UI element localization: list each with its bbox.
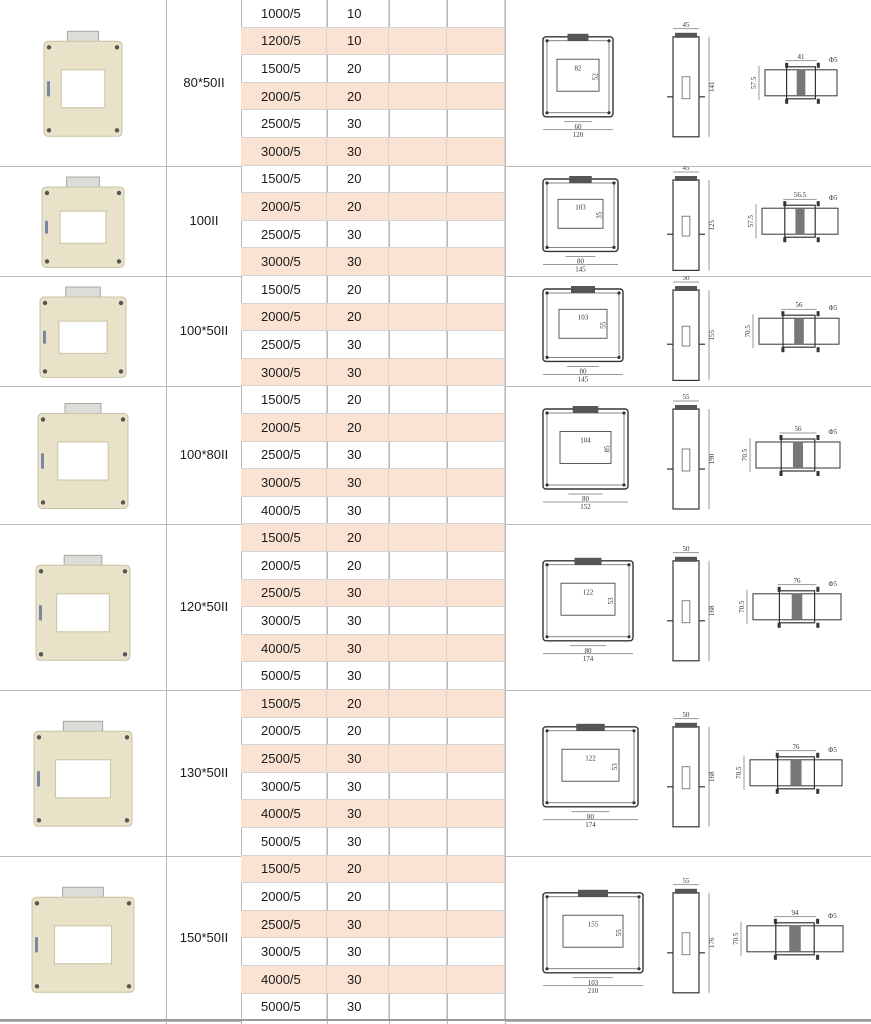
dimension-label: 57.5 xyxy=(750,76,758,89)
empty-cell xyxy=(447,359,505,387)
va-cell: 30 xyxy=(327,580,389,608)
empty-cell xyxy=(389,83,447,111)
va-cell: 20 xyxy=(327,304,389,332)
va-cell: 20 xyxy=(327,883,389,911)
ratio-cell: 5000/5 xyxy=(241,994,327,1022)
va-cell: 20 xyxy=(327,83,389,111)
dimension-label: Φ5 xyxy=(828,745,837,754)
empty-cell xyxy=(389,469,447,497)
dimension-drawings xyxy=(505,276,871,386)
empty-cell xyxy=(389,635,447,663)
column-divider xyxy=(166,0,167,1024)
ratio-cell: 3000/5 xyxy=(241,359,327,387)
va-cell: 30 xyxy=(327,497,389,525)
dimension-label: 85 xyxy=(603,445,612,453)
dimension-label: 52 xyxy=(591,73,600,81)
empty-cell xyxy=(389,911,447,939)
dimension-drawings xyxy=(505,856,871,1022)
group-divider xyxy=(166,276,241,277)
table-row xyxy=(241,635,505,663)
dimension-label: 53 xyxy=(607,597,616,605)
table-row xyxy=(241,883,505,911)
empty-cell xyxy=(389,552,447,580)
product-photo xyxy=(18,386,148,524)
table-row xyxy=(241,994,505,1022)
empty-cell xyxy=(447,276,505,304)
model-label: 100II xyxy=(189,212,219,228)
ratio-cell: 3000/5 xyxy=(241,938,327,966)
empty-cell xyxy=(389,110,447,138)
dimension-label: 60 xyxy=(574,122,582,131)
dimension-label: 50 xyxy=(682,276,690,282)
empty-cell xyxy=(447,248,505,276)
model-label: 150*50II xyxy=(179,930,229,946)
va-cell: 20 xyxy=(327,55,389,83)
table-row xyxy=(241,552,505,580)
ratio-cell: 3000/5 xyxy=(241,469,327,497)
table-row xyxy=(241,55,505,83)
ratio-cell: 3000/5 xyxy=(241,138,327,166)
table-row xyxy=(241,911,505,939)
empty-cell xyxy=(389,55,447,83)
empty-cell xyxy=(447,331,505,359)
ratio-cell: 2500/5 xyxy=(241,110,327,138)
dimension-label: 56 xyxy=(794,425,802,434)
va-cell: 30 xyxy=(327,994,389,1022)
dimension-label: 190 xyxy=(708,454,716,465)
dimension-label: 55 xyxy=(599,321,608,329)
dimension-label: 55 xyxy=(615,928,623,936)
empty-cell xyxy=(447,442,505,470)
va-cell: 20 xyxy=(327,856,389,884)
dimension-label: 80 xyxy=(587,812,594,821)
table-row xyxy=(241,607,505,635)
empty-cell xyxy=(389,524,447,552)
table-row xyxy=(241,248,505,276)
empty-cell xyxy=(389,28,447,56)
empty-cell xyxy=(389,359,447,387)
empty-cell xyxy=(389,883,447,911)
empty-cell xyxy=(447,856,505,884)
empty-cell xyxy=(447,911,505,939)
empty-cell xyxy=(447,497,505,525)
ratio-cell: 3000/5 xyxy=(241,248,327,276)
va-cell: 30 xyxy=(327,221,389,249)
table-row xyxy=(241,442,505,470)
table-row xyxy=(241,828,505,856)
va-cell: 30 xyxy=(327,800,389,828)
ratio-cell: 3000/5 xyxy=(241,773,327,801)
table-row xyxy=(241,856,505,884)
table-row xyxy=(241,276,505,304)
group-divider xyxy=(166,386,241,387)
empty-cell xyxy=(389,828,447,856)
dimension-label: 125 xyxy=(708,219,716,231)
ratio-cell: 5000/5 xyxy=(241,828,327,856)
table-row xyxy=(241,359,505,387)
dimension-drawings xyxy=(505,690,871,856)
va-cell: 10 xyxy=(327,28,389,56)
dimension-label: 76 xyxy=(792,742,800,751)
dimension-label: 55 xyxy=(682,876,690,885)
ratio-cell: 4000/5 xyxy=(241,800,327,828)
va-cell: 30 xyxy=(327,331,389,359)
empty-cell xyxy=(389,166,447,194)
ratio-cell: 2000/5 xyxy=(241,193,327,221)
dimension-drawings xyxy=(505,166,871,276)
empty-cell xyxy=(447,0,505,28)
model-label: 80*50II xyxy=(183,74,225,90)
empty-cell xyxy=(389,938,447,966)
ratio-cell: 2000/5 xyxy=(241,304,327,332)
va-cell: 30 xyxy=(327,966,389,994)
table-row xyxy=(241,28,505,56)
dimension-label: 56.5 xyxy=(793,190,807,199)
dimension-label: 174 xyxy=(585,820,596,829)
ratio-cell: 1500/5 xyxy=(241,690,327,718)
empty-cell xyxy=(389,248,447,276)
table-row xyxy=(241,221,505,249)
table-row xyxy=(241,0,505,28)
empty-cell xyxy=(447,662,505,690)
empty-cell xyxy=(389,304,447,332)
table-row xyxy=(241,718,505,746)
empty-cell xyxy=(389,607,447,635)
ratio-cell: 1500/5 xyxy=(241,856,327,884)
product-photo xyxy=(18,0,148,166)
va-cell: 30 xyxy=(327,607,389,635)
table-row xyxy=(241,414,505,442)
empty-cell xyxy=(389,276,447,304)
dimension-label: Φ5 xyxy=(828,580,837,589)
va-cell: 20 xyxy=(327,276,389,304)
empty-cell xyxy=(389,745,447,773)
dimension-label: 80 xyxy=(584,647,592,656)
table-row xyxy=(241,662,505,690)
dimension-label: 103 xyxy=(587,978,599,987)
va-cell: 20 xyxy=(327,414,389,442)
product-photo xyxy=(18,166,148,276)
empty-cell xyxy=(447,690,505,718)
ratio-cell: 1500/5 xyxy=(241,55,327,83)
table-row xyxy=(241,690,505,718)
dimension-label: 103 xyxy=(577,313,589,322)
dimension-label: 76 xyxy=(793,577,801,586)
va-cell: 30 xyxy=(327,745,389,773)
table-row xyxy=(241,524,505,552)
table-row xyxy=(241,138,505,166)
model-label: 130*50II xyxy=(179,764,229,780)
empty-cell xyxy=(389,193,447,221)
empty-cell xyxy=(447,718,505,746)
empty-cell xyxy=(389,966,447,994)
group-divider xyxy=(166,690,241,691)
va-cell: 30 xyxy=(327,635,389,663)
dimension-label: 70.5 xyxy=(741,449,749,462)
empty-cell xyxy=(389,994,447,1022)
model-label: 120*50II xyxy=(179,599,229,615)
table-row xyxy=(241,938,505,966)
dimension-label: 41 xyxy=(797,52,805,61)
ratio-cell: 1500/5 xyxy=(241,524,327,552)
dimension-label: 45 xyxy=(682,20,690,29)
va-cell: 20 xyxy=(327,193,389,221)
bottom-rule xyxy=(0,1019,871,1021)
va-cell: 10 xyxy=(327,0,389,28)
empty-cell xyxy=(447,745,505,773)
ratio-cell: 2500/5 xyxy=(241,745,327,773)
empty-cell xyxy=(447,221,505,249)
ratio-cell: 2500/5 xyxy=(241,911,327,939)
empty-cell xyxy=(447,414,505,442)
va-cell: 20 xyxy=(327,166,389,194)
empty-cell xyxy=(447,800,505,828)
va-cell: 30 xyxy=(327,938,389,966)
dimension-label: 70.5 xyxy=(735,766,743,779)
table-row xyxy=(241,497,505,525)
empty-cell xyxy=(447,110,505,138)
dimension-label: 145 xyxy=(577,375,589,384)
dimension-label: 57.5 xyxy=(747,214,755,227)
dimension-drawings xyxy=(505,0,871,166)
table-row xyxy=(241,386,505,414)
table-row xyxy=(241,193,505,221)
va-cell: 30 xyxy=(327,773,389,801)
table-row xyxy=(241,580,505,608)
table-row xyxy=(241,800,505,828)
dimension-drawings xyxy=(505,524,871,690)
dimension-label: 103 xyxy=(575,203,586,212)
table-row xyxy=(241,83,505,111)
dimension-label: 141 xyxy=(708,81,716,93)
va-cell: 30 xyxy=(327,110,389,138)
dimension-label: 120 xyxy=(572,130,584,139)
ratio-cell: 4000/5 xyxy=(241,966,327,994)
ratio-cell: 1500/5 xyxy=(241,276,327,304)
dimension-label: 80 xyxy=(582,495,589,504)
va-cell: 30 xyxy=(327,911,389,939)
va-cell: 20 xyxy=(327,524,389,552)
dimension-label: 80 xyxy=(577,256,584,265)
empty-cell xyxy=(389,221,447,249)
dimension-label: 210 xyxy=(587,986,599,995)
empty-cell xyxy=(447,83,505,111)
ratio-cell: 2000/5 xyxy=(241,552,327,580)
empty-cell xyxy=(447,966,505,994)
empty-cell xyxy=(389,442,447,470)
ratio-cell: 3000/5 xyxy=(241,607,327,635)
ratio-cell: 1500/5 xyxy=(241,166,327,194)
empty-cell xyxy=(447,193,505,221)
dimension-label: 176 xyxy=(708,937,716,948)
empty-cell xyxy=(447,304,505,332)
group-divider xyxy=(166,524,241,525)
empty-cell xyxy=(447,883,505,911)
empty-cell xyxy=(447,580,505,608)
product-photo xyxy=(18,856,148,1022)
table-row xyxy=(241,110,505,138)
ratio-cell: 1500/5 xyxy=(241,386,327,414)
empty-cell xyxy=(389,331,447,359)
empty-cell xyxy=(389,0,447,28)
ratio-cell: 2500/5 xyxy=(241,442,327,470)
ratio-cell: 5000/5 xyxy=(241,662,327,690)
dimension-label: 70.5 xyxy=(744,325,752,338)
group-divider xyxy=(166,166,241,167)
dimension-label: 168 xyxy=(708,771,716,783)
table-row xyxy=(241,745,505,773)
va-cell: 20 xyxy=(327,690,389,718)
dimension-label: 70.5 xyxy=(738,601,746,614)
dimension-label: 145 xyxy=(575,264,586,273)
empty-cell xyxy=(447,55,505,83)
ratio-cell: 2000/5 xyxy=(241,414,327,442)
dimension-label: 53 xyxy=(611,763,620,771)
empty-cell xyxy=(447,773,505,801)
empty-cell xyxy=(447,469,505,497)
empty-cell xyxy=(389,773,447,801)
empty-cell xyxy=(447,386,505,414)
dimension-label: Φ5 xyxy=(828,55,838,64)
group-divider xyxy=(166,856,241,857)
empty-cell xyxy=(389,580,447,608)
table-row xyxy=(241,304,505,332)
product-photo xyxy=(18,690,148,856)
empty-cell xyxy=(447,524,505,552)
dimension-label: 45 xyxy=(682,165,690,172)
empty-cell xyxy=(447,994,505,1022)
empty-cell xyxy=(389,718,447,746)
empty-cell xyxy=(389,690,447,718)
ratio-cell: 2000/5 xyxy=(241,883,327,911)
dimension-label: 56 xyxy=(795,301,803,310)
empty-cell xyxy=(447,828,505,856)
empty-cell xyxy=(389,662,447,690)
empty-cell xyxy=(447,607,505,635)
ratio-cell: 2000/5 xyxy=(241,83,327,111)
table-row xyxy=(241,469,505,497)
table-row xyxy=(241,966,505,994)
table-row xyxy=(241,331,505,359)
empty-cell xyxy=(389,138,447,166)
group-divider xyxy=(505,1021,871,1022)
empty-cell xyxy=(447,28,505,56)
dimension-label: Φ5 xyxy=(828,428,838,437)
dimension-label: 35 xyxy=(595,211,604,219)
dimension-drawings xyxy=(505,386,871,524)
group-divider xyxy=(0,1021,166,1022)
empty-cell xyxy=(447,552,505,580)
va-cell: 30 xyxy=(327,828,389,856)
empty-cell xyxy=(389,497,447,525)
va-cell: 30 xyxy=(327,662,389,690)
dimension-label: 122 xyxy=(585,754,596,763)
product-photo xyxy=(18,524,148,690)
va-cell: 30 xyxy=(327,248,389,276)
empty-cell xyxy=(447,138,505,166)
dimension-label: Φ5 xyxy=(828,193,838,202)
empty-cell xyxy=(447,938,505,966)
dimension-label: 174 xyxy=(582,655,594,664)
ratio-cell: 2500/5 xyxy=(241,331,327,359)
dimension-label: 104 xyxy=(580,436,591,445)
dimension-label: 80 xyxy=(579,367,587,376)
dimension-label: 155 xyxy=(587,919,599,928)
va-cell: 20 xyxy=(327,552,389,580)
dimension-label: 152 xyxy=(580,503,591,512)
ratio-cell: 1200/5 xyxy=(241,28,327,56)
ratio-cell: 4000/5 xyxy=(241,635,327,663)
dimension-label: Φ5 xyxy=(828,911,837,920)
model-label: 100*80II xyxy=(179,447,229,463)
ratio-cell: 4000/5 xyxy=(241,497,327,525)
model-label: 100*50II xyxy=(179,323,229,339)
dimension-label: 70.5 xyxy=(732,932,740,945)
dimension-label: 122 xyxy=(582,588,594,597)
va-cell: 20 xyxy=(327,718,389,746)
empty-cell xyxy=(447,635,505,663)
empty-cell xyxy=(389,386,447,414)
ratio-cell: 2000/5 xyxy=(241,718,327,746)
va-cell: 30 xyxy=(327,138,389,166)
empty-cell xyxy=(389,800,447,828)
va-cell: 30 xyxy=(327,442,389,470)
table-row xyxy=(241,773,505,801)
va-cell: 30 xyxy=(327,359,389,387)
group-divider xyxy=(166,1021,241,1022)
table-row xyxy=(241,166,505,194)
va-cell: 20 xyxy=(327,386,389,414)
empty-cell xyxy=(389,856,447,884)
empty-cell xyxy=(389,414,447,442)
dimension-label: 50 xyxy=(682,710,690,719)
dimension-label: 94 xyxy=(791,908,799,917)
dimension-label: Φ5 xyxy=(828,304,838,313)
product-photo xyxy=(18,276,148,386)
ratio-cell: 2500/5 xyxy=(241,221,327,249)
va-cell: 30 xyxy=(327,469,389,497)
dimension-label: 50 xyxy=(682,545,690,554)
ratio-cell: 1000/5 xyxy=(241,0,327,28)
dimension-label: 55 xyxy=(682,393,690,402)
empty-cell xyxy=(447,166,505,194)
dimension-label: 155 xyxy=(708,329,716,341)
dimension-label: 82 xyxy=(574,64,582,73)
ratio-cell: 2500/5 xyxy=(241,580,327,608)
dimension-label: 168 xyxy=(708,605,716,617)
